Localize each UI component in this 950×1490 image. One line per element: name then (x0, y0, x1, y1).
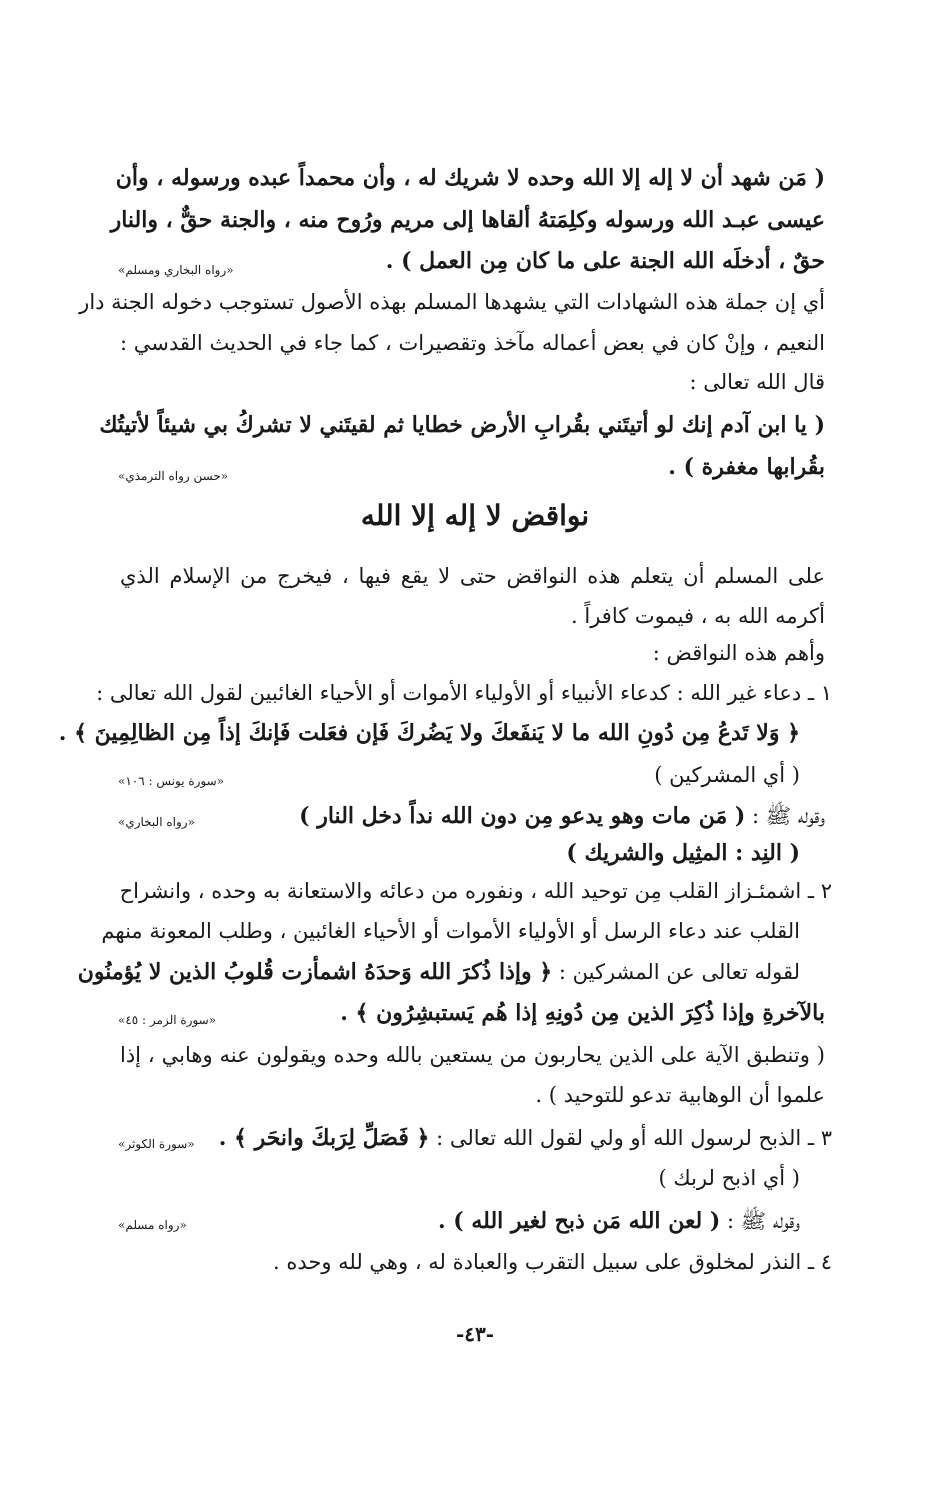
item2-line4: بالآخرةِ وإذا ذُكِرَ الذين مِن دُونِهِ إذا هُم يَستبشِرُون ﴾ . (340, 1000, 825, 1026)
explanation-line3: قال الله تعالى : (689, 370, 825, 394)
item1-line1: ١ ـ دعاء غير الله : كدعاء الأنبياء أو الأولياء الأموات أو الأحياء الغائبين لقول الله تعالى : (96, 681, 832, 705)
item1-note: ( النِد : المثِيل والشريك ) (566, 840, 800, 866)
item1-hadith-lead: وقوله ﷺ : (745, 804, 825, 828)
item1-hadith-reference: «رواه البخاري» (118, 815, 195, 829)
item2-verse-reference: «سورة الزمر : ٤٥» (118, 1013, 217, 1027)
intro-line1: على المسلم أن يتعلم هذه النواقض حتى لا يقع فيها ، فيخرج من الإسلام الذي (120, 564, 825, 588)
item1-verse-reference: «سورة يونس : ١٠٦» (118, 774, 225, 788)
item3-line1-verse: ﴿ فَصَلِّ لِرَبكَ وانحَر ﴾ . (218, 1125, 430, 1151)
item2-line5: ( وتنطبق الآية على الذين يحاربون من يستعين بالله وحده ويقولون عنه وهابي ، إذا (120, 1043, 825, 1067)
hadith2-reference: «حسن رواه الترمذي» (118, 469, 229, 483)
item3-hadith-line (300, 1206, 800, 1236)
item1-gloss: ( أي المشركين ) (654, 763, 800, 787)
hadith1-line3: حقٌ ، أدخلَه الله الجنة على ما كان مِن العمل ) . (385, 248, 825, 274)
explanation-line1: أي إن جملة هذه الشهادات التي يشهدها المسلم بهذه الأصول تستوجب دخوله الجنة دار (79, 290, 825, 314)
item2-line3-verse: ﴿ وإذا ذُكرَ الله وَحدَهُ اشمأزت قُلوبُ الذين لا يُؤمنُون (77, 959, 553, 985)
item2-line1: ٢ ـ اشمئـزاز القلب مِن توحيد الله ، ونفوره من دعائه والاستعانة به وحده ، وانشراح (119, 879, 832, 903)
hadith1-line2: عيسى عبـد الله ورسوله وكلِمَتهُ ألقاها إلى مريم ورُوح منه ، والجنة حقٌّ ، والنار (110, 207, 825, 233)
item2-line2: القلب عند دعاء الرسل أو الأولياء الأموات أو الأحياء الغائبين ، وطلب المعونة منهم (101, 919, 800, 943)
item4-line1: ٤ ـ النذر لمخلوق على سبيل التقرب والعبادة له ، وهي لله وحده . (272, 1250, 832, 1274)
item1-hadith-line (225, 801, 825, 831)
item1-hadith: ( مَن مات وهو يدعو مِن دون الله نداً دخل النار ) (299, 803, 746, 829)
item3-hadith-lead: وقوله ﷺ : (720, 1209, 800, 1233)
explanation-line2: النعيم ، وإنْ كان في بعض أعماله مآخذ وتقصيرات ، كما جاء في الحديث القدسي : (120, 331, 825, 355)
hadith2-line1: ( يا ابن آدم إنك لو أتيتَني بقُرابِ الأرض خطايا ثم لقيتَني لا تشركُ بي شيئاً لأتيتُك (99, 412, 825, 438)
page-number: -٤٣- (455, 1322, 495, 1346)
item3-hadith: ( لعن الله مَن ذبح لغير الله ) . (437, 1208, 721, 1234)
item2-line3-lead: لقوله تعالى عن المشركين : (552, 960, 800, 984)
section-title: نواقض لا إله إلا الله (360, 499, 590, 532)
item3-line1 (218, 1123, 832, 1153)
item1-verse: ﴿ وَلا تَدعُ مِن دُونِ الله ما لا يَنفَعكَ ولا يَضُركَ فَإن فعَلت فَإنكَ إذاً مِن الظالِمِينَ ﴾ . (58, 720, 800, 746)
intro-line3: وأهم هذه النواقض : (652, 641, 825, 665)
hadith1-reference: «رواه البخاري ومسلم» (118, 263, 234, 277)
intro-line2: أكرمه الله به ، فيموت كافراً . (571, 604, 825, 628)
item3-verse-reference: «سورة الكوثر» (118, 1137, 195, 1151)
item3-hadith-reference: «رواه مسلم» (118, 1218, 187, 1232)
item2-line3 (77, 957, 800, 987)
hadith2-line2: بقُرابها مغفرة ) . (668, 454, 825, 480)
item2-line6: علموا أن الوهابية تدعو للتوحيد ) . (535, 1083, 825, 1107)
item3-gloss: ( أي اذبح لربك ) (658, 1166, 800, 1190)
item3-line1-lead: ٣ ـ الذبح لرسول الله أو ولي لقول الله تعالى : (429, 1126, 832, 1150)
hadith1-line1: ( مَن شهد أن لا إله إلا الله وحده لا شريك له ، وأن محمداً عبده ورسوله ، وأن (115, 165, 825, 191)
